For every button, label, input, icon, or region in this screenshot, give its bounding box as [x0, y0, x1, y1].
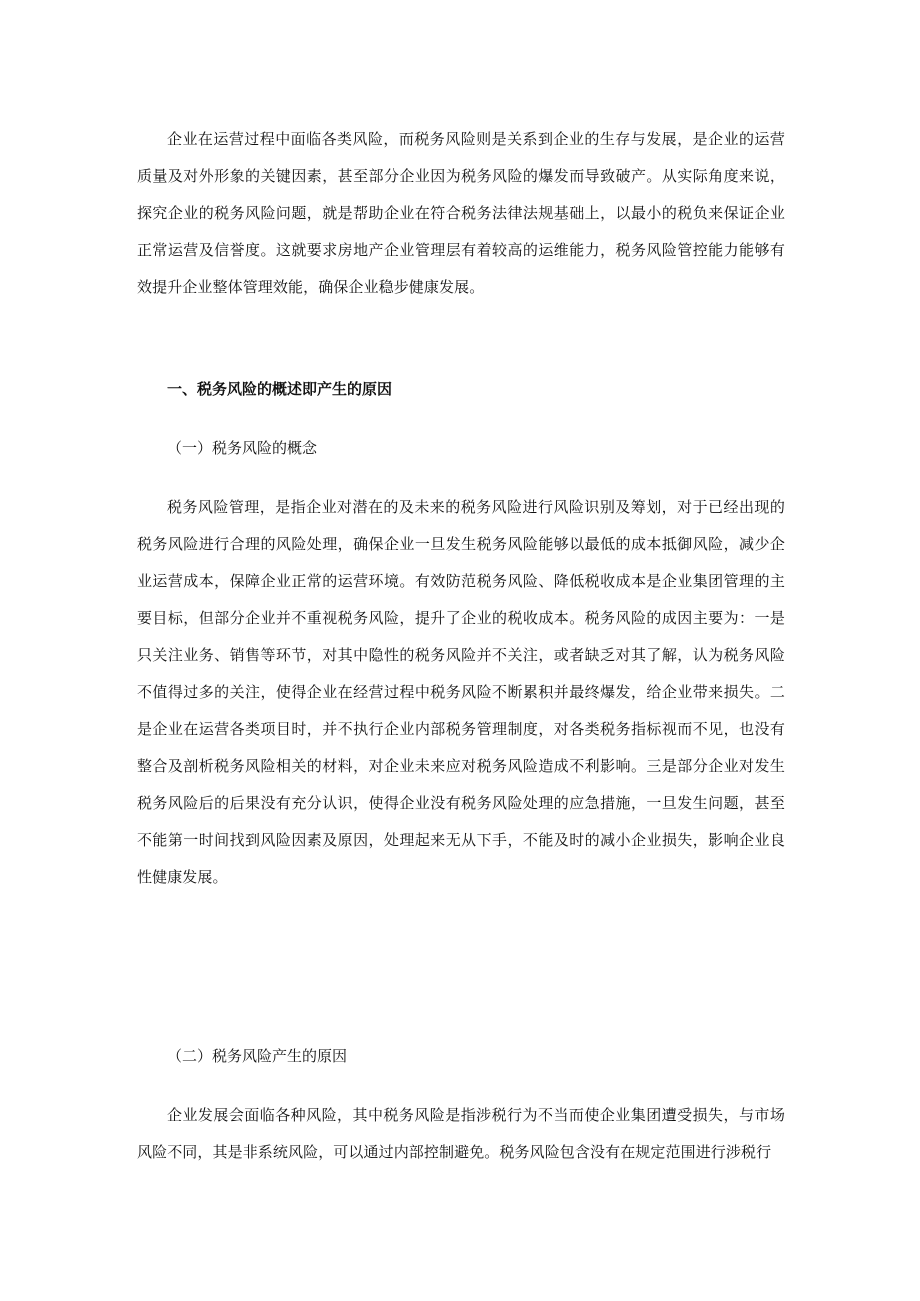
section-heading: 一、税务风险的概述即产生的原因: [167, 380, 393, 398]
concept-paragraph: 税务风险管理，是指企业对潜在的及未来的税务风险进行风险识别及筹划，对于已经出现的税务风险进行合理的风险处理，确保企业一旦发生税务风险能够以最低的成本抵御风险，减少企业运营成本，保障企业正常的运营环境。有效防范税务风险、降低税收成本是企业集团管理的主要目标，但部分企业并不重视税务风险，提升了企业的税收成本。税务风险的成因主要为：一是只关注业务、销售等环节，对其中隐性的税务风险并不关注，或者缺乏对其了解，认为税务风险不值得过多的关注，使得企业在经营过程中税务风险不断累积并最终爆发，给企业带来损失。二是企业在运营各类项目时，并不执行企业内部税务管理制度，对各类税务指标视而不见，也没有整合及剖析税务风险相关的材料，对企业未来应对税务风险造成不利影响。三是部分企业对发生税务风险后的后果没有充分认识，使得企业没有税务风险处理的应急措施，一旦发生问题，甚至不能第一时间找到风险因素及原因，处理起来无从下手，不能及时的减小企业损失，影响企业良性健康发展。: [137, 498, 785, 886]
subsection-heading-causes: （二）税务风险产生的原因: [167, 1047, 348, 1065]
intro-paragraph: 企业在运营过程中面临各类风险，而税务风险则是关系到企业的生存与发展，是企业的运营质量及对外形象的关键因素，甚至部分企业因为税务风险的爆发而导致破产。从实际角度来说，探究企业的税务风险问题，就是帮助企业在符合税务法律法规基础上，以最小的税负来保证企业正常运营及信誉度。这就要求房地产企业管理层有着较高的运维能力，税务风险管控能力能够有效提升企业整体管理效能，确保企业稳步健康发展。: [137, 130, 785, 296]
subsection-heading-concept: （一）税务风险的概念: [167, 439, 318, 457]
causes-paragraph: 企业发展会面临各种风险，其中税务风险是指涉税行为不当而使企业集团遭受损失，与市场风险不同，其是非系统风险，可以通过内部控制避免。税务风险包含没有在规定范围进行涉税行: [137, 1106, 785, 1161]
